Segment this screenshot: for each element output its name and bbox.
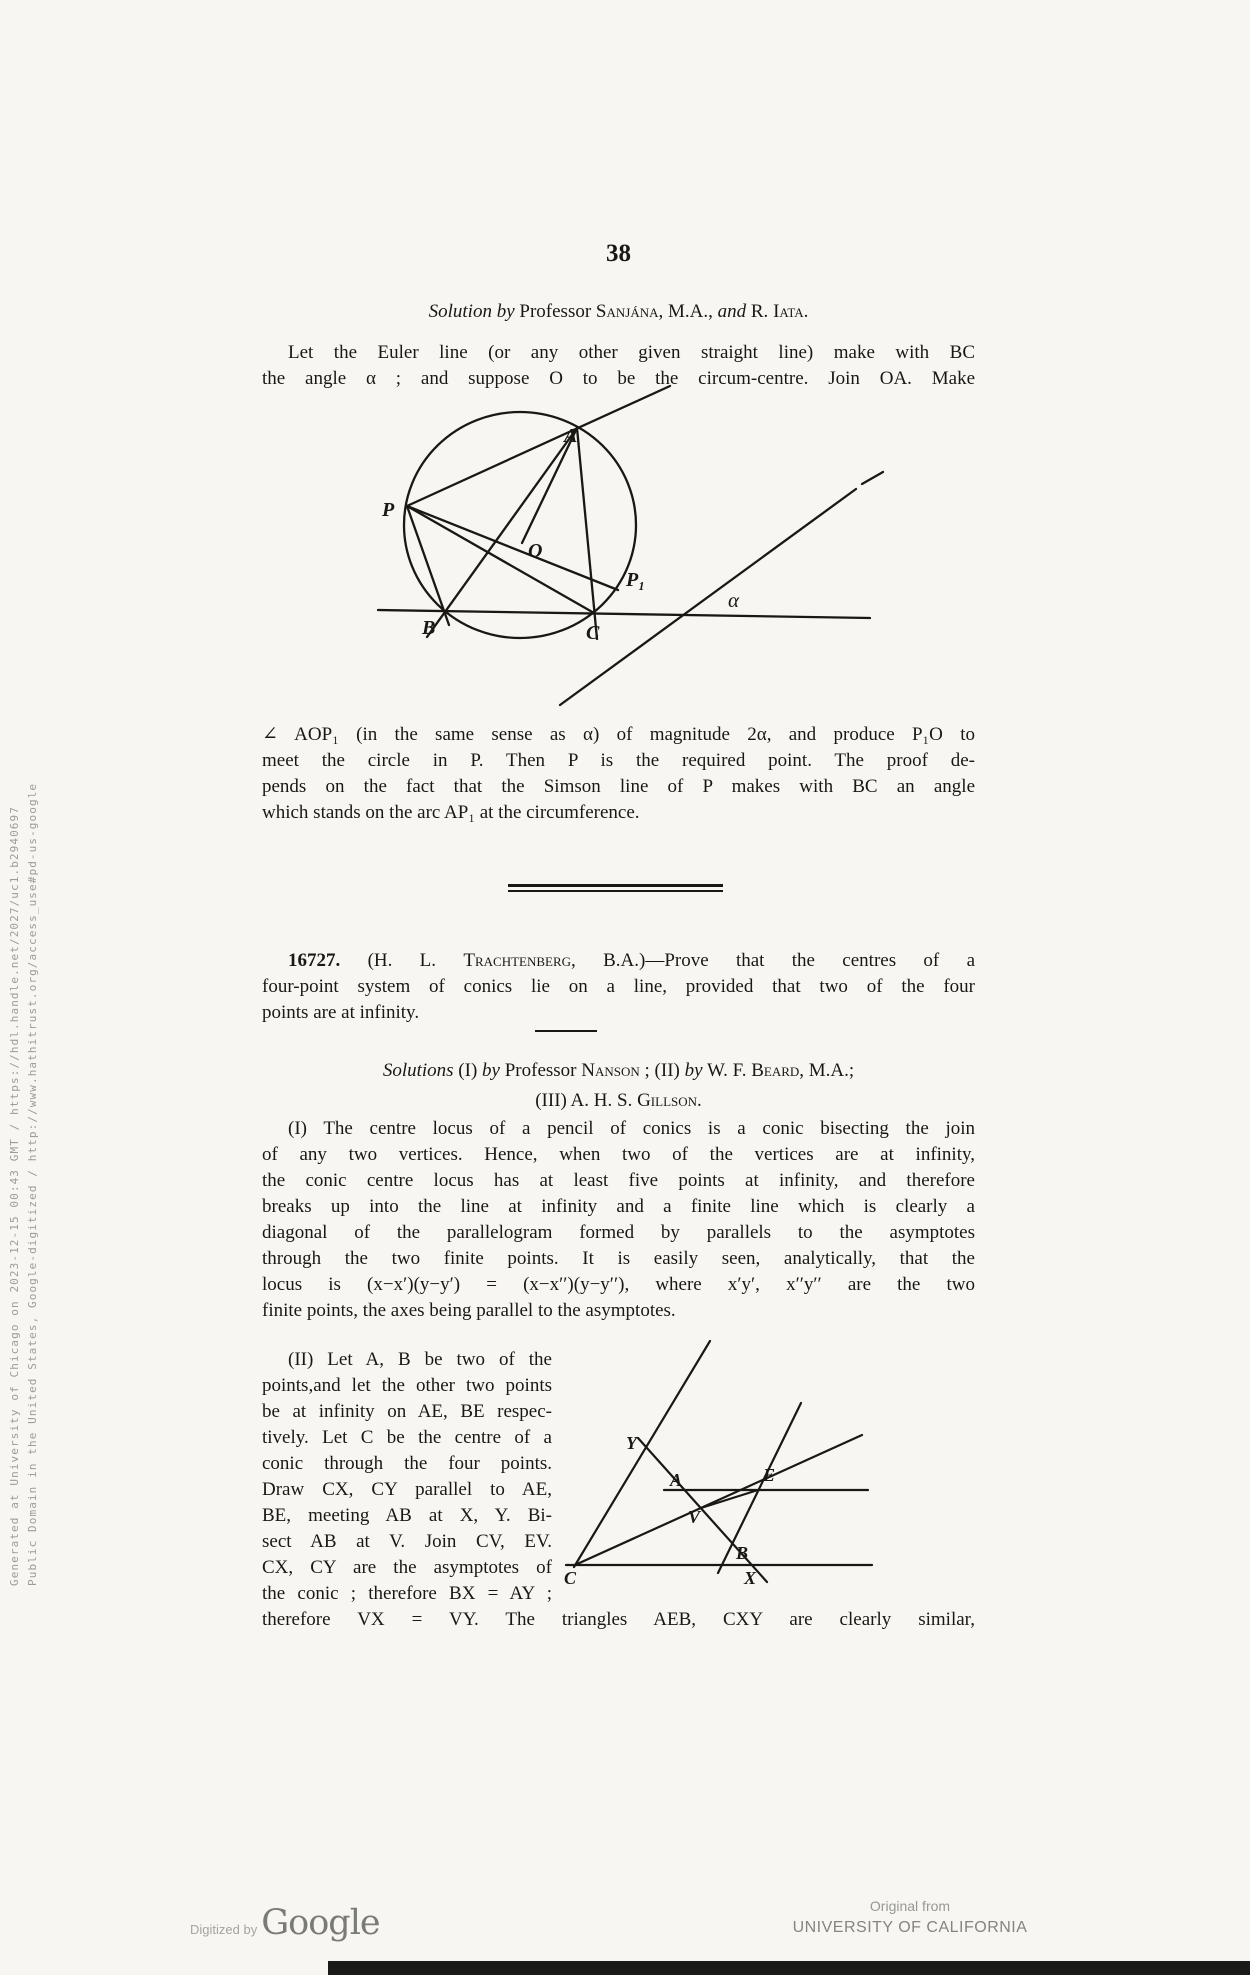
footer-digitized: [190, 1903, 380, 1943]
text-line: meet the circle in P. Then P is the required point. The proof de-: [262, 750, 975, 771]
text-line: therefore VX = VY. The triangles AEB, CXY are clearly similar,: [262, 1609, 975, 1630]
google-logo: Google: [261, 1903, 380, 1943]
byline-text: by: [482, 1060, 505, 1081]
original-from-label: Original from: [869, 1898, 951, 1914]
point-label-x: X: [744, 1568, 757, 1588]
point-label-y: Y: [626, 1433, 637, 1453]
byline-text: Professor: [519, 301, 596, 322]
byline-text: and: [717, 301, 747, 322]
text-line: ∠ AOP₁ (in the same sense as α) of magnitude 2α, and produce P₁O to: [262, 724, 975, 745]
paragraph-solution-i: [262, 1116, 975, 1324]
digitized-by-label: Digitized by: [190, 1922, 258, 1937]
figure-simson-construction: [330, 385, 890, 710]
author-name: Iata.: [773, 301, 809, 322]
text-line: which stands on the arc AP₁ at the circumference.: [262, 802, 640, 823]
line-ac: [577, 428, 597, 639]
text-line: sect AB at V. Join CV, EV.: [262, 1531, 552, 1552]
text-line: the conic ; therefore BX = AY ;: [262, 1583, 552, 1604]
text-line: (II) Let A, B be two of the: [288, 1349, 552, 1370]
text-line: of any two vertices. Hence, when two of the vertices are at infinity,: [262, 1144, 975, 1165]
solutions-byline: [262, 1056, 975, 1116]
text-line: breaks up into the line at infinity and a finite line which is clearly a: [262, 1196, 975, 1217]
byline-text: Solutions: [382, 1060, 459, 1081]
text-line: finite points, the axes being parallel to the asymptotes.: [262, 1300, 676, 1321]
text-run: (H. L.: [340, 950, 464, 971]
text-run: , B.A.)—Prove that the centres of a: [571, 950, 975, 971]
line-ab: [427, 428, 577, 637]
institution-label: UNIVERSITY OF CALIFORNIA: [792, 1919, 1028, 1936]
paragraph-problem-16727: [262, 948, 975, 1026]
solver-name: Beard: [751, 1060, 800, 1081]
proposer-name: Trachtenberg: [463, 950, 572, 971]
text-line: Draw CX, CY parallel to AE,: [262, 1479, 552, 1500]
byline-text: (I): [458, 1060, 483, 1081]
solution-byline: [262, 301, 975, 323]
byline-text: Professor: [504, 1060, 582, 1081]
byline-text: (III) A. H. S.: [535, 1090, 638, 1111]
byline-text: , M.A.,: [658, 301, 718, 322]
line-cy: [574, 1341, 710, 1567]
sidebar-provenance-line-1: Generated at University of Chicago on 2023-12-15 00:43 GMT / https://hdl.handle.net/2027/uc1.b2940697: [8, 806, 21, 1586]
byline-text: ; (II): [639, 1060, 685, 1081]
solver-name: Nanson: [581, 1060, 640, 1081]
problem-number: 16727.: [288, 950, 341, 971]
text-line: the angle α ; and suppose O to be the circum-centre. Join OA. Make: [262, 368, 975, 389]
problem-divider-rule: [535, 1030, 597, 1032]
byline-text: W. F.: [702, 1060, 752, 1081]
text-line: [262, 948, 975, 974]
byline-text: by: [684, 1060, 703, 1081]
text-line: Let the Euler line (or any other given straight line) make with BC: [288, 342, 975, 363]
text-line: be at infinity on AE, BE respec-: [262, 1401, 552, 1422]
text-line: (I) The centre locus of a pencil of conics is a conic bisecting the join: [288, 1118, 975, 1139]
text-line: four-point system of conics lie on a line, provided that two of the four: [262, 976, 975, 997]
paragraph-aop: [262, 722, 975, 826]
point-label-v: V: [688, 1507, 701, 1527]
line-be: [718, 1403, 801, 1573]
angle-label-alpha: α: [728, 588, 740, 612]
author-name: Sanjána: [595, 301, 659, 322]
text-line: points are at infinity.: [262, 1002, 420, 1023]
byline-line: [262, 1056, 975, 1086]
line-cv-diagonal: [575, 1435, 862, 1565]
point-label-c: C: [586, 622, 600, 644]
byline-text: , M.A.;: [799, 1060, 855, 1081]
line-alpha-dash: [862, 472, 883, 484]
text-line: the conic centre locus has at least five points at infinity, and therefore: [262, 1170, 975, 1191]
text-line: CX, CY are the asymptotes of: [262, 1557, 552, 1578]
point-label-p: P: [382, 499, 395, 521]
page-number: 38: [606, 240, 631, 267]
byline-text: R.: [746, 301, 774, 322]
line-ev: [701, 1490, 758, 1508]
line-pb: [407, 506, 449, 625]
section-divider-double: [508, 884, 723, 892]
page-edge-strip: [328, 1961, 1250, 1975]
text-line: points,and let the other two points: [262, 1375, 552, 1396]
text-line: tively. Let C be the centre of a: [262, 1427, 552, 1448]
point-label-c: C: [564, 1568, 577, 1588]
point-label-o: O: [528, 540, 543, 562]
byline-text: Solution by: [428, 301, 520, 322]
text-line: pends on the fact that the Simson line of P makes with BC an angle: [262, 776, 975, 797]
text-line: through the two finite points. It is easily seen, analytically, that the: [262, 1248, 975, 1269]
text-line: BE, meeting AB at X, Y. Bi-: [262, 1505, 552, 1526]
line-pc: [407, 506, 594, 613]
point-label-a: A: [564, 425, 578, 447]
point-label-p1: P₁: [626, 569, 646, 591]
solver-name: Gillson.: [637, 1090, 702, 1111]
point-label-e: E: [763, 1465, 776, 1485]
paragraph-solution-ii: [262, 1347, 552, 1607]
line-alpha-oblique: [560, 489, 856, 705]
point-label-a: A: [670, 1470, 683, 1490]
figure-conic-centres: [560, 1335, 890, 1595]
point-label-b: B: [422, 617, 436, 639]
text-line: locus is (x−x′)(y−y′) = (x−x′′)(y−y′′), where x′y′, x′′y′′ are the two: [262, 1274, 975, 1295]
point-label-b: B: [736, 1543, 749, 1563]
text-line: diagonal of the parallelogram formed by parallels to the asymptotes: [262, 1222, 975, 1243]
byline-line: [262, 1086, 975, 1116]
paragraph-solution-ii-continued: [262, 1607, 975, 1633]
text-line: conic through the four points.: [262, 1453, 552, 1474]
sidebar-provenance-line-2: Public Domain in the United States, Google-digitized / http://www.hathitrust.org/access_use#pd-us-google: [26, 782, 39, 1586]
footer-original-from: [730, 1898, 1090, 1937]
